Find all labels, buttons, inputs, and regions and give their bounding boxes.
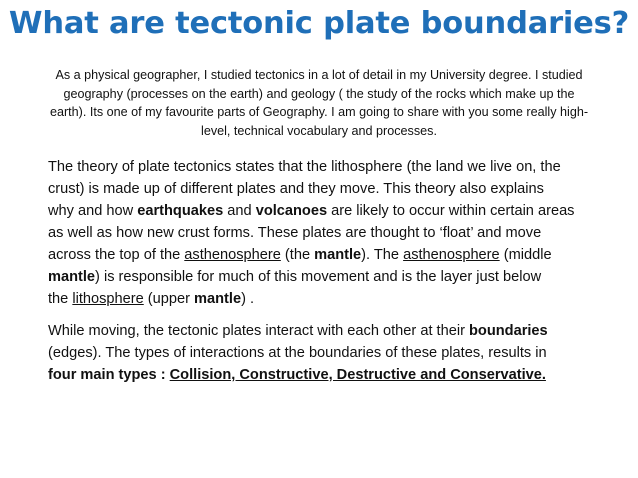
intro-line: earth). Its one of my favourite parts of Geography. I am going to share with you some really high-: [49, 105, 589, 119]
intro-line: As a physical geographer, I studied tectonics in a lot of detail in my University degree. I studied: [55, 68, 583, 82]
text-line: [48, 244, 628, 266]
text-span: across the top of the: [48, 247, 185, 263]
boundaries-paragraph: [48, 320, 628, 386]
text-span: (the: [280, 247, 315, 263]
text-line: as well as how new crust forms. These plates are thought to ‘float’ and move: [48, 225, 542, 241]
text-span: why and how: [48, 203, 138, 219]
boundary-types-list: [170, 367, 546, 383]
term-asthenosphere: asthenosphere: [403, 247, 500, 263]
intro-paragraph: [10, 66, 628, 140]
text-line: [48, 200, 628, 222]
term-mantle: mantle: [314, 247, 362, 263]
term-mantle: mantle: [194, 291, 242, 307]
intro-line: level, technical vocabulary and processes.: [201, 123, 437, 138]
text-span: are likely to occur within certain areas: [327, 203, 575, 219]
text-line: [48, 288, 628, 310]
term-boundaries: boundaries: [469, 323, 548, 339]
term-volcanoes: volcanoes: [255, 203, 328, 219]
text-span: ) .: [241, 291, 255, 307]
text-span: the: [48, 291, 73, 307]
text-line: (edges). The types of interactions at the boundaries of these plates, results in: [48, 345, 547, 361]
text-line: crust) is made up of different plates and they move. This theory also explains: [48, 181, 544, 197]
text-span: ) is responsible for much of this movement and is the layer just below: [95, 269, 542, 285]
slide-title: What are tectonic plate boundaries?: [8, 6, 630, 41]
term-earthquakes: earthquakes: [137, 203, 224, 219]
term-mantle: mantle: [48, 269, 96, 285]
text-line: [48, 320, 628, 342]
text-line: The theory of plate tectonics states that the lithosphere (the land we live on, the: [48, 159, 561, 175]
text-span: (upper: [143, 291, 195, 307]
term-asthenosphere: asthenosphere: [184, 247, 281, 263]
four-types-label: four main types :: [48, 367, 170, 383]
text-span: While moving, the tectonic plates interact with each other at their: [48, 323, 469, 339]
text-span: ). The: [361, 247, 404, 263]
boundary-types-text: Collision, Constructive, Destructive and Conservative.: [169, 367, 546, 383]
text-line: [48, 364, 628, 386]
theory-paragraph: [48, 156, 628, 310]
text-span: (middle: [499, 247, 552, 263]
intro-line: geography (processes on the earth) and geology ( the study of the rocks which make up the: [63, 86, 575, 101]
term-lithosphere: lithosphere: [72, 291, 144, 307]
text-span: and: [223, 203, 256, 219]
text-line: [48, 266, 628, 288]
